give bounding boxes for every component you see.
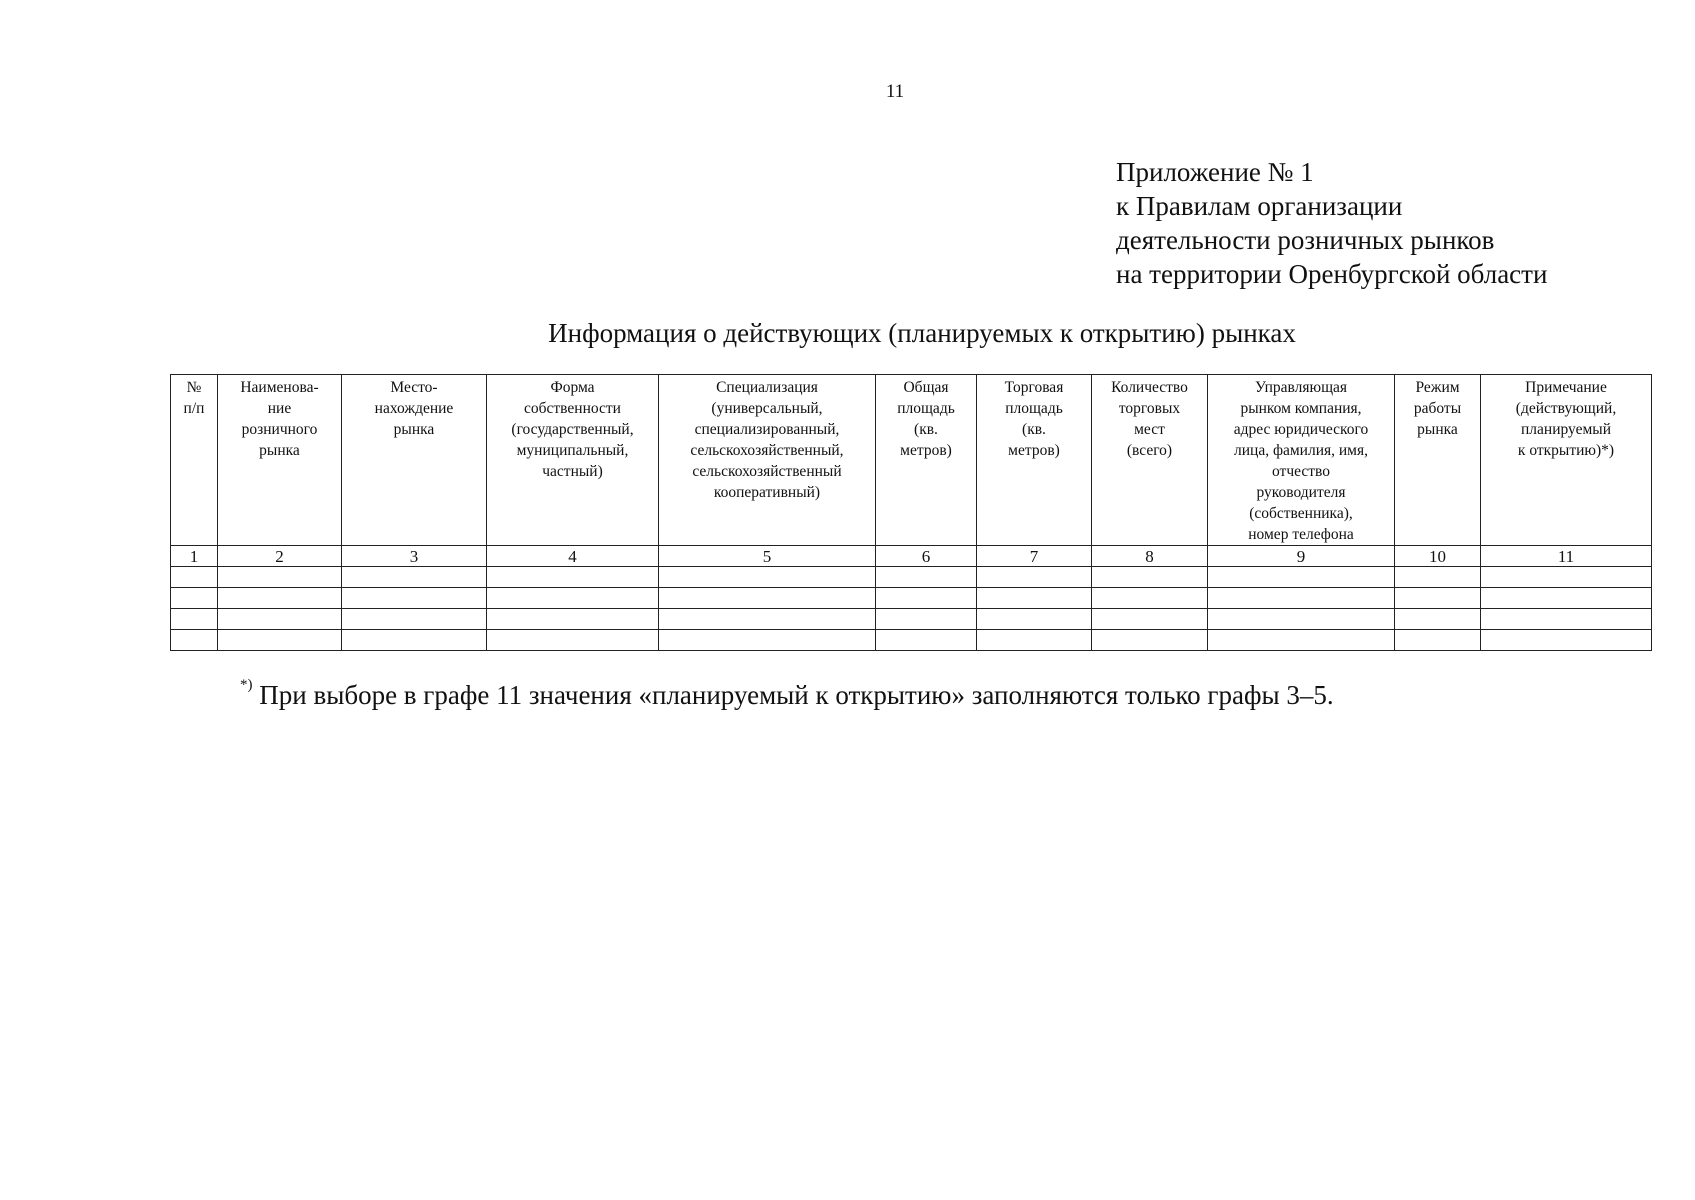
table-cell bbox=[977, 609, 1092, 630]
column-header: Режим работы рынка bbox=[1395, 375, 1481, 546]
table-cell bbox=[659, 567, 876, 588]
table-cell bbox=[1092, 567, 1208, 588]
footnote-marker: *) bbox=[240, 677, 253, 693]
table-cell bbox=[1092, 630, 1208, 651]
document-title: Информация о действующих (планируемых к открытию) рынках bbox=[548, 318, 1296, 348]
column-number: 4 bbox=[487, 546, 659, 567]
table-cell bbox=[876, 588, 977, 609]
table-cell bbox=[876, 609, 977, 630]
column-number: 11 bbox=[1481, 546, 1652, 567]
table-cell bbox=[1481, 609, 1652, 630]
table-cell bbox=[659, 588, 876, 609]
appendix-line: к Правилам организации bbox=[1116, 191, 1403, 221]
table-cell bbox=[876, 567, 977, 588]
column-header: Количество торговых мест (всего) bbox=[1092, 375, 1208, 546]
appendix-line: деятельности розничных рынков bbox=[1116, 225, 1495, 255]
table-row bbox=[171, 588, 1652, 609]
table-cell bbox=[1208, 630, 1395, 651]
column-header: Место- нахождение рынка bbox=[342, 375, 487, 546]
markets-table bbox=[170, 374, 1652, 651]
table-cell bbox=[171, 588, 218, 609]
table-cell bbox=[218, 630, 342, 651]
appendix-line: Приложение № 1 bbox=[1116, 157, 1314, 187]
table-cell bbox=[1481, 588, 1652, 609]
table-cell bbox=[487, 630, 659, 651]
table-cell bbox=[1481, 567, 1652, 588]
table-cell bbox=[342, 609, 487, 630]
column-number: 1 bbox=[171, 546, 218, 567]
column-number: 8 bbox=[1092, 546, 1208, 567]
table-cell bbox=[1395, 630, 1481, 651]
table-cell bbox=[1208, 609, 1395, 630]
table-cell bbox=[342, 588, 487, 609]
table-cell bbox=[171, 609, 218, 630]
table-cell bbox=[342, 567, 487, 588]
column-header: Управляющая рынком компания, адрес юридического лица, фамилия, имя, отчество руководителя (собственника), номер телефона bbox=[1208, 375, 1395, 546]
table-cell bbox=[1208, 588, 1395, 609]
table-cell bbox=[977, 630, 1092, 651]
table-header-row bbox=[171, 375, 1652, 546]
table-cell bbox=[977, 567, 1092, 588]
column-number: 6 bbox=[876, 546, 977, 567]
table-row bbox=[171, 609, 1652, 630]
table-cell bbox=[487, 567, 659, 588]
table-cell bbox=[218, 588, 342, 609]
table-cell bbox=[659, 609, 876, 630]
table-cell bbox=[1092, 588, 1208, 609]
table-cell bbox=[1395, 567, 1481, 588]
table-cell bbox=[218, 567, 342, 588]
column-header: Наименова- ние розничного рынка bbox=[218, 375, 342, 546]
table-cell bbox=[487, 609, 659, 630]
column-header: Форма собственности (государственный, муниципальный, частный) bbox=[487, 375, 659, 546]
column-number: 10 bbox=[1395, 546, 1481, 567]
column-number: 9 bbox=[1208, 546, 1395, 567]
table-cell bbox=[1092, 609, 1208, 630]
footnote bbox=[240, 677, 1334, 711]
table-cell bbox=[1208, 567, 1395, 588]
table-cell bbox=[1395, 588, 1481, 609]
appendix-line: на территории Оренбургской области bbox=[1116, 259, 1548, 289]
table-cell bbox=[171, 567, 218, 588]
table-cell bbox=[977, 588, 1092, 609]
table-cell bbox=[342, 630, 487, 651]
page-number: 11 bbox=[885, 81, 905, 102]
column-header: № п/п bbox=[171, 375, 218, 546]
table-cell bbox=[876, 630, 977, 651]
column-header: Общая площадь (кв. метров) bbox=[876, 375, 977, 546]
column-number: 3 bbox=[342, 546, 487, 567]
table-cell bbox=[171, 630, 218, 651]
column-number: 5 bbox=[659, 546, 876, 567]
footnote-text: При выборе в графе 11 значения «планируемый к открытию» заполняются только графы 3–5. bbox=[259, 680, 1334, 710]
table-row bbox=[171, 567, 1652, 588]
column-header: Специализация (универсальный, специализированный, сельскохозяйственный, сельскохозяйственный кооперативный) bbox=[659, 375, 876, 546]
table-cell bbox=[487, 588, 659, 609]
table-cell bbox=[1395, 609, 1481, 630]
column-number-row bbox=[171, 546, 1652, 567]
table-cell bbox=[218, 609, 342, 630]
table-cell bbox=[659, 630, 876, 651]
column-header: Примечание (действующий, планируемый к открытию)*) bbox=[1481, 375, 1652, 546]
column-number: 2 bbox=[218, 546, 342, 567]
column-header: Торговая площадь (кв. метров) bbox=[977, 375, 1092, 546]
table-row bbox=[171, 630, 1652, 651]
table-cell bbox=[1481, 630, 1652, 651]
column-number: 7 bbox=[977, 546, 1092, 567]
appendix-reference bbox=[1116, 155, 1547, 291]
